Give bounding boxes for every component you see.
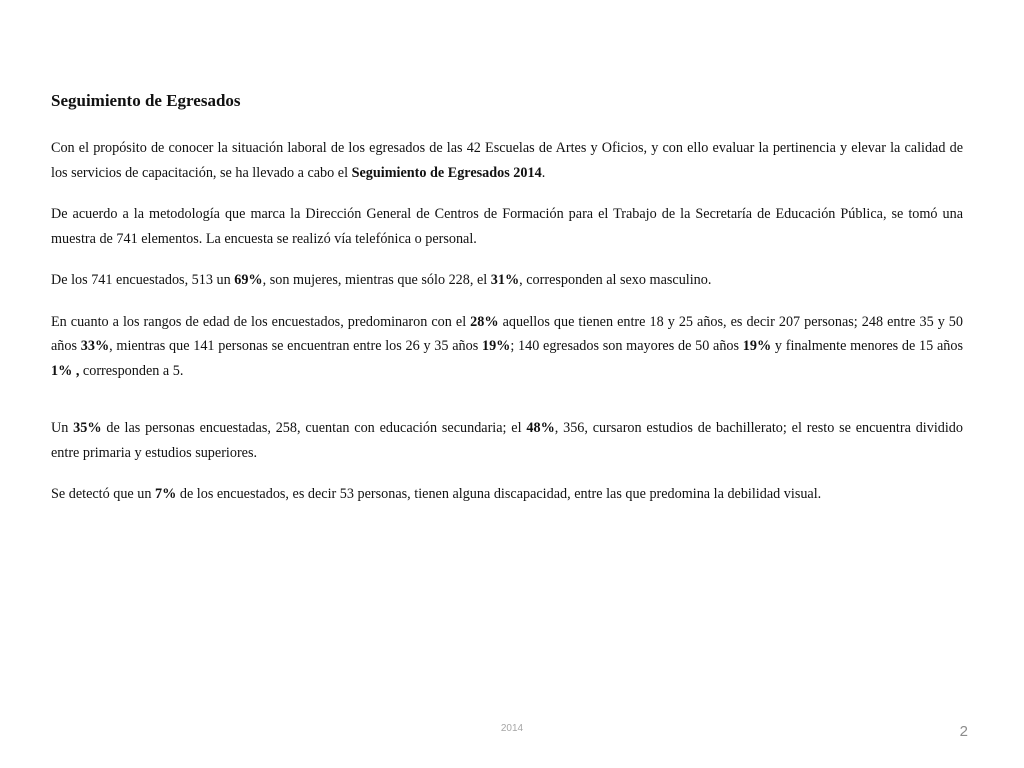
text-run: De acuerdo a la metodología que marca la Dirección General de Centros de Formación para el Trabajo de la Secretaría de Educación Pública, se tomó una muestra de 741 elementos. La encuesta se realizó vía telefónica o personal. bbox=[51, 206, 963, 247]
footer-year: 2014 bbox=[500, 723, 524, 734]
text-run: Un bbox=[51, 420, 74, 436]
bold-run: 19% bbox=[742, 338, 772, 354]
bold-run: 1% , bbox=[51, 362, 80, 379]
text-run: aquellos que tienen entre 18 y 25 años, es decir 207 personas; 248 entre 35 y 50 años bbox=[51, 313, 963, 354]
text-run: . bbox=[541, 164, 546, 181]
paragraph-gender bbox=[51, 268, 963, 293]
paragraph-intro bbox=[51, 136, 963, 185]
bold-run: 69% bbox=[234, 272, 263, 288]
paragraph-disability bbox=[51, 482, 963, 507]
text-run: de las personas encuestadas, 258, cuentan con educación secundaria; el bbox=[101, 420, 527, 436]
text-run: , mientras que 141 personas se encuentran entre los 26 y 35 años bbox=[109, 338, 482, 354]
page-number: 2 bbox=[959, 723, 968, 740]
text-run: , corresponden al sexo masculino. bbox=[519, 272, 712, 288]
paragraph-education bbox=[51, 416, 963, 465]
bold-run: 48% bbox=[526, 420, 555, 436]
bold-run: 28% bbox=[470, 313, 499, 330]
bold-run: 31% bbox=[490, 272, 520, 288]
text-run: y finalmente menores de 15 años bbox=[771, 338, 963, 354]
bold-run: Seguimiento de Egresados 2014 bbox=[351, 164, 542, 181]
bold-run: 35% bbox=[73, 420, 102, 436]
text-run: De los 741 encuestados, 513 un bbox=[51, 272, 235, 288]
text-run: ; 140 egresados son mayores de 50 años bbox=[510, 338, 743, 354]
bold-run: 19% bbox=[481, 338, 511, 354]
document-body bbox=[51, 90, 963, 524]
bold-run: 33% bbox=[80, 338, 110, 354]
bold-run: 7% bbox=[155, 486, 177, 502]
text-run: Con el propósito de conocer la situación laboral de los egresados de las 42 Escuelas de Artes y Oficios, y con ello evaluar la pertinencia y elevar la calidad de los servicios de capacitación, se ha llevado a cabo el bbox=[51, 140, 963, 181]
text-run: , son mujeres, mientras que sólo 228, el bbox=[262, 272, 491, 288]
text-run: En cuanto a los rangos de edad de los encuestados, predominaron con el bbox=[51, 313, 471, 330]
text-run: Se detectó que un bbox=[51, 486, 156, 502]
text-run: , 356, cursaron estudios de bachillerato; el resto se encuentra dividido entre primaria y estudios superiores. bbox=[51, 420, 963, 461]
text-run: corresponden a 5. bbox=[79, 362, 184, 379]
paragraph-methodology bbox=[51, 202, 963, 251]
paragraph-age-ranges bbox=[51, 310, 963, 384]
page-title: Seguimiento de Egresados bbox=[51, 91, 241, 110]
text-run: de los encuestados, es decir 53 personas, tienen alguna discapacidad, entre las que predomina la debilidad visual. bbox=[176, 486, 822, 502]
